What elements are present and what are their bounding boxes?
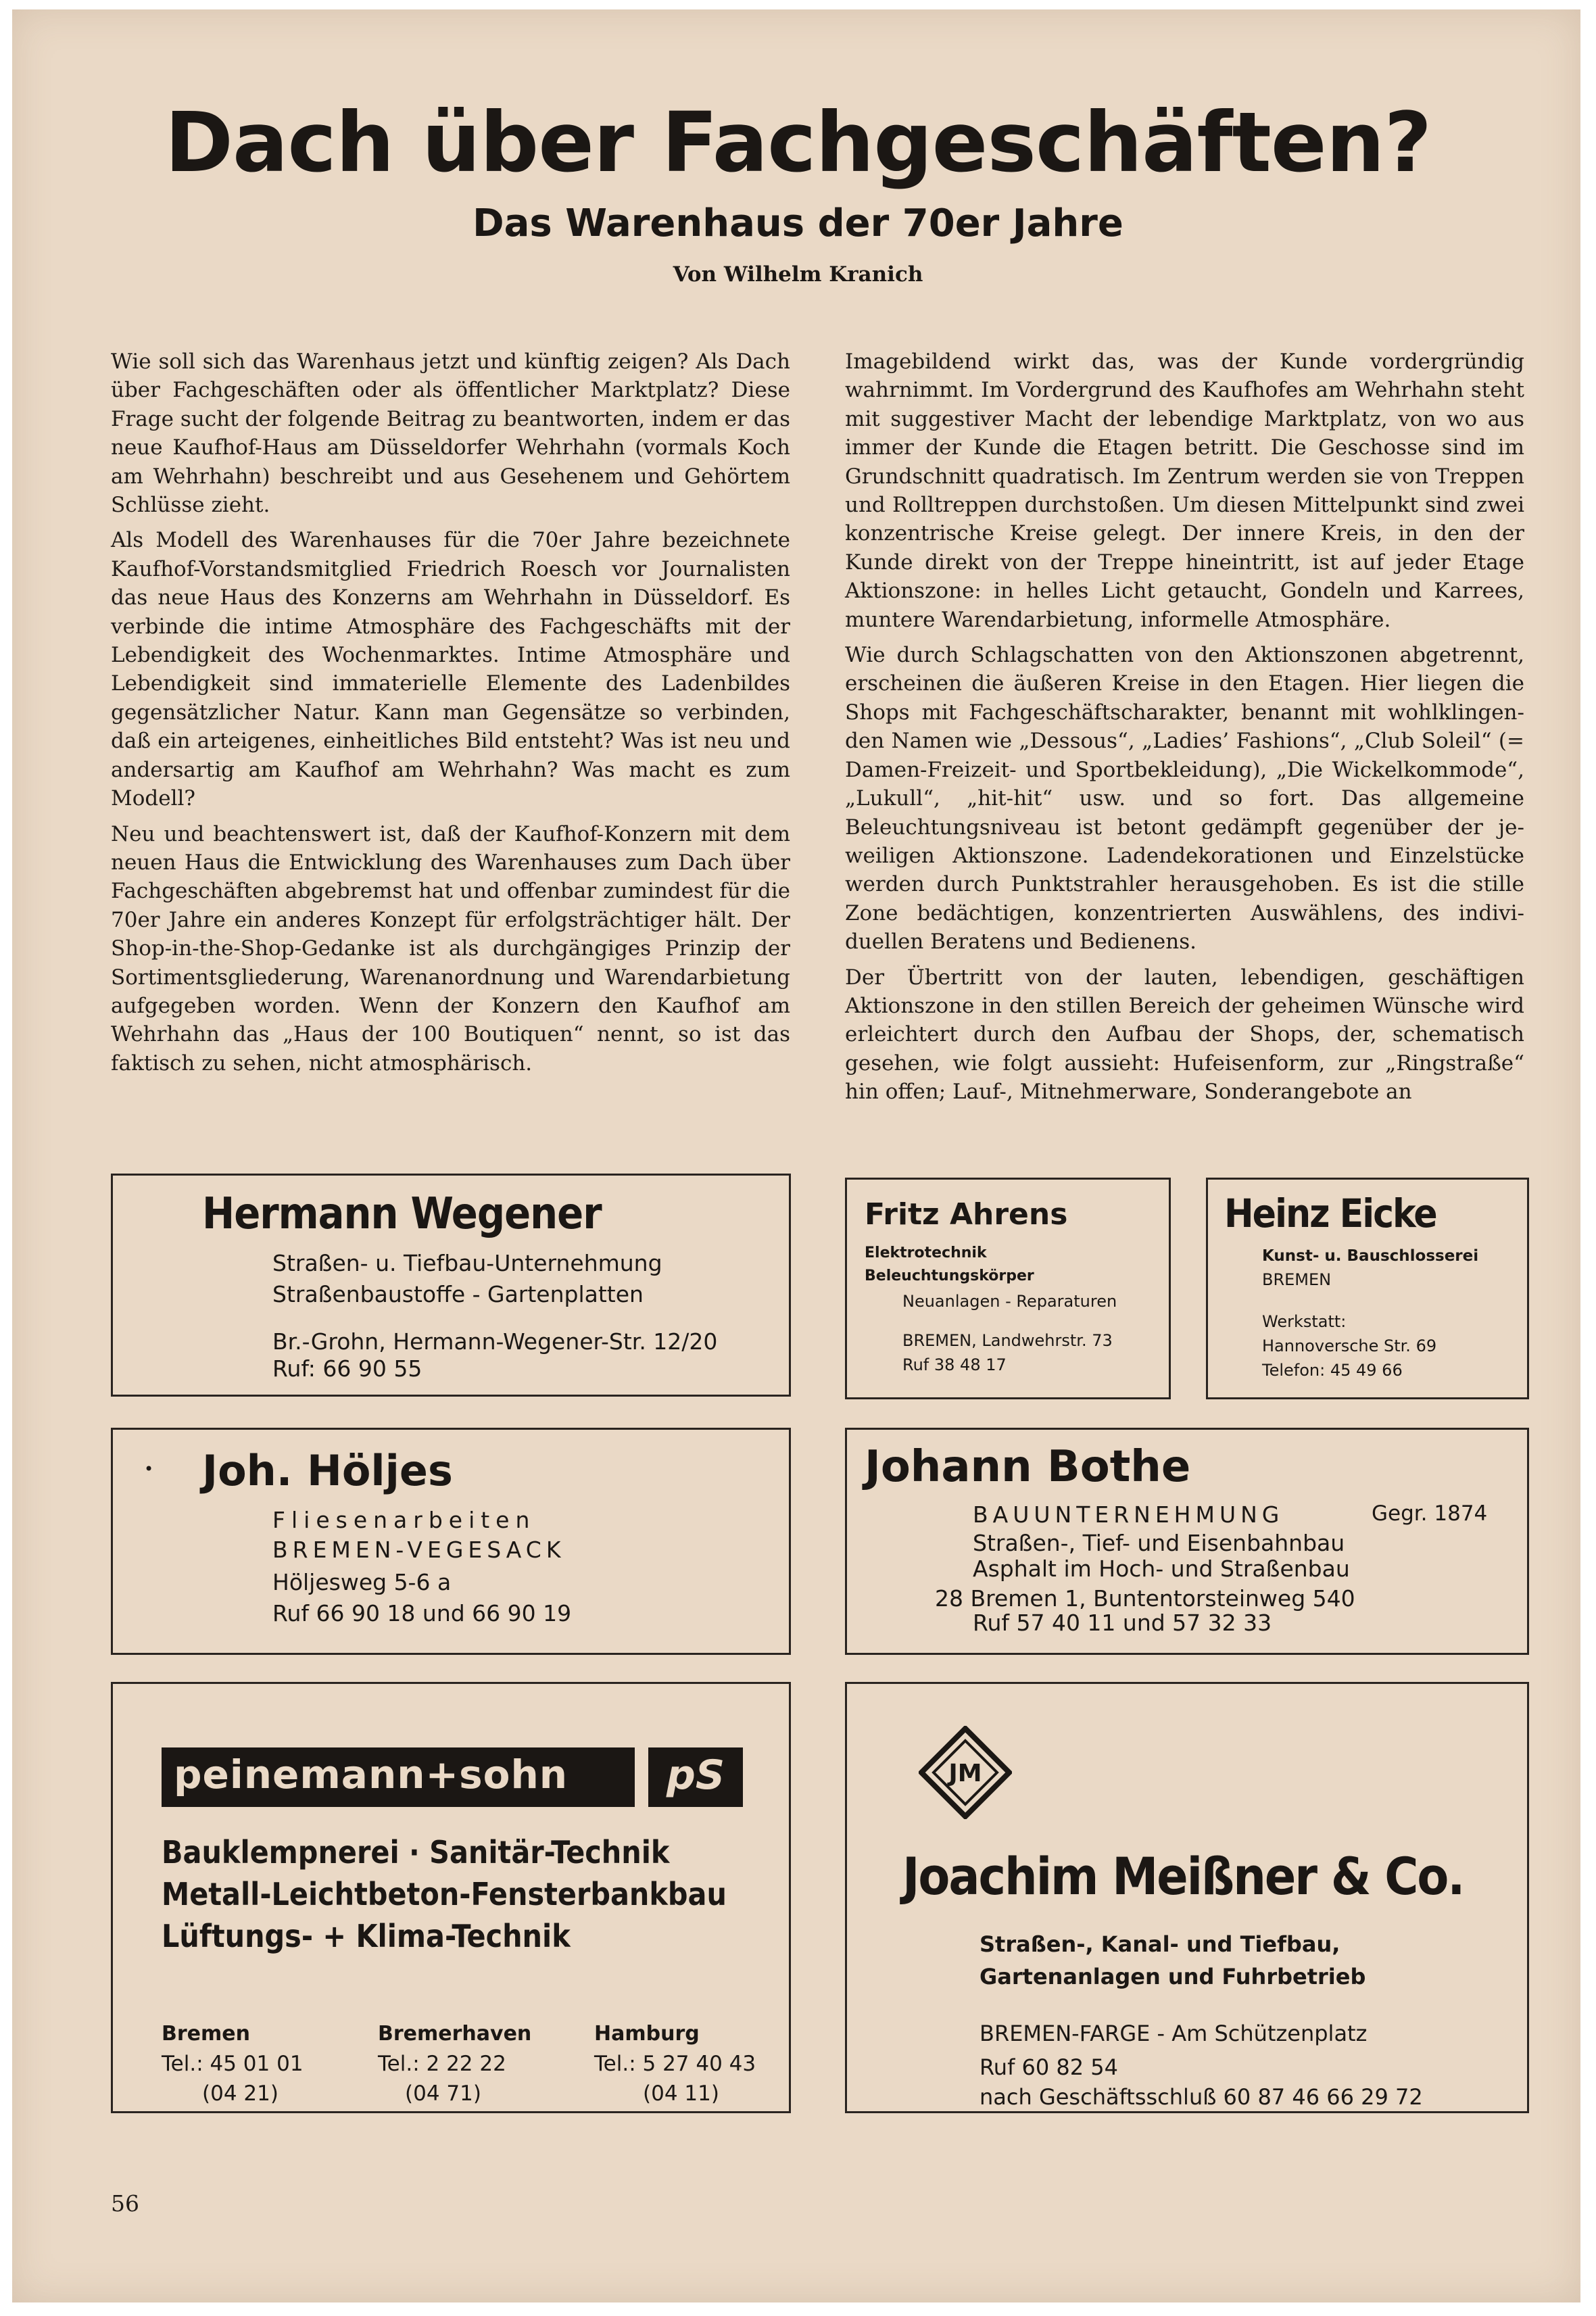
ad-text: Metall-Leichtbeton-Fensterbankbau [162,1876,727,1912]
ad-phone: Ruf 57 40 11 und 57 32 33 [973,1610,1272,1636]
article-title: Dach über Fachgeschäften? [164,95,1432,191]
ad-text: Werkstatt: [1262,1312,1347,1331]
ad-text: Lüftungs- + Klima-Technik [162,1918,571,1954]
office-city: Bremen [162,2022,250,2046]
ad-hermann-wegener [111,1174,791,1397]
article-column-right [845,347,1524,1113]
bullet-dot: • [144,1459,154,1478]
paragraph: Wie durch Schlagschatten von den Aktionszonen abgetrennt, erscheinen die äußeren Kreise in den Etagen. Hier liegen die Shops mit Fachgeschäftscharakter, benannt mit wohlklingenden Namen wie „Dessous“, „Ladies’ Fashions“, „Club Soleil“ (= Damen-Freizeit- und Sportbekleidung), „Die Wickelkommode“, „Lukull“, „hit-hit“ usw. und so fort. Das allgemeine Beleuchtungsniveau ist betont gedämpft gegenüber der jeweiligen Aktionszone. Ladendekorationen und Einzelstücke werden durch Punktstrahler herausgehoben. Es ist die stille Zone bedächtigen, konzentrierten Auswählens, des individuellen Beratens und Bedienens. [845,643,1524,955]
ad-text: Straßen-, Kanal- und Tiefbau, [980,1931,1340,1957]
paragraph: Als Modell des Warenhauses für die 70er Jahre bezeichnete Kaufhof-Vorstandsmitglied Friedrich Roesch vor Journalisten das neue Haus des Konzerns am Wehrhahn in Düsseldorf. Es verbinde die intime Atmosphäre des Fachgeschäfts mit der Lebendigkeit des Wochenmarktes. Intime Atmosphäre und Lebendigkeit sind immaterielle Elemente des Ladenbildes gegensätzlicher Natur. Kann man Gegensätze so verbinden, daß ein arteigenes, einheitliches Bild entsteht? Was ist neu und andersartig am Kaufhof am Wehrhahn? Was macht es zum Modell? [111,528,790,811]
paragraph: Imagebildend wirkt das, was der Kunde vordergründig wahrnimmt. Im Vordergrund des Kaufhofes am Wehrhahn steht mit suggestiver Macht der lebendige Marktplatz, von wo aus immer der Kunde die Etagen betritt. Die Geschosse sind im Grundschnitt quadratisch. Im Zentrum werden sie von Treppen und Rolltreppen durchstoßen. Um diesen Mittelpunkt sind zwei konzentrische Kreise gelegt. Der innere Kreis, in den der Kunde direkt von der Treppe hineintritt, ist auf jeder Etage Aktionszone: in helles Licht getaucht, Gondeln und Karrees, muntere Warendarbietung, informelle Atmosphäre. [845,349,1524,632]
page-number: 56 [111,2190,139,2217]
ad-text: Straßen- u. Tiefbau-Unternehmung [272,1250,662,1276]
ad-heinz-eicke [1206,1178,1529,1399]
ad-text: BAUUNTERNEHMUNG [973,1501,1284,1528]
ad-phone: Ruf 38 48 17 [902,1355,1007,1374]
ad-text: Straßen-, Tief- und Eisenbahnbau [973,1530,1345,1556]
office-city: Bremerhaven [378,2022,532,2046]
office-area-code: (04 21) [202,2081,279,2106]
diamond-logo-icon [919,1726,1012,1819]
ad-phone-after-hours: nach Geschäftsschluß 60 87 46 66 29 72 [980,2084,1423,2110]
article-subtitle: Das Warenhaus der 70er Jahre [473,201,1123,245]
ad-text: Gartenanlagen und Fuhrbetrieb [980,1964,1366,1989]
ad-peinemann-sohn [111,1682,791,2113]
ad-company-name: Johann Bothe [865,1442,1191,1492]
ad-address: Br.-Grohn, Hermann-Wegener-Str. 12/20 [272,1328,718,1355]
ad-text: Fliesenarbeiten [272,1507,536,1533]
ad-fritz-ahrens [845,1178,1171,1399]
ad-address: BREMEN-FARGE - Am Schützenplatz [980,2021,1368,2046]
ad-company-name: Fritz Ahrens [865,1197,1068,1232]
ad-text: BREMEN [1262,1270,1332,1289]
office-area-code: (04 11) [643,2081,719,2106]
ad-text: Bauklempnerei · Sanitär-Technik [162,1834,670,1871]
ad-phone: Telefon: 45 49 66 [1262,1361,1403,1380]
ad-joh-hoeljes [111,1428,791,1655]
diamond-logo-letters: JM [948,1760,982,1787]
office-city: Hamburg [594,2022,700,2046]
ad-address: Höljesweg 5-6 a [272,1569,452,1595]
ad-address: BREMEN, Landwehrstr. 73 [902,1331,1113,1350]
paragraph: Wie soll sich das Warenhaus jetzt und künftig zeigen? Als Dach über Fachgeschäften oder als öffentlicher Marktplatz? Diese Frage sucht der folgende Beitrag zu beantworten, indem er das neue Kaufhof-Haus am Düsseldorfer Wehrhahn (vormals Koch am Wehrhahn) beschreibt und aus Gesehenem und Gehörtem Schlüsse zieht. [111,349,790,518]
ad-text: BREMEN-VEGESACK [272,1537,566,1563]
office-phone: Tel.: 5 27 40 43 [594,2052,756,2076]
article-byline: Von Wilhelm Kranich [673,262,923,287]
office-area-code: (04 71) [405,2081,481,2106]
company-logo-badge [648,1747,743,1807]
ad-text: Beleuchtungskörper [865,1268,1034,1284]
ad-company-name: Heinz Eicke [1224,1190,1436,1236]
ad-founded: Gegr. 1874 [1372,1501,1488,1526]
ad-address: Hannoversche Str. 69 [1262,1336,1437,1355]
ad-text: Kunst- u. Bauschlosserei [1262,1247,1479,1265]
company-logo-bar [162,1747,635,1807]
logo-badge-text: pS [666,1752,725,1799]
paragraph: Der Übertritt von der lauten, lebendigen, geschäftigen Aktionszone in den stillen Bereich der geheimen Wünsche wird erleichtert durch den Aufbau der Shops, der, schematisch gesehen, wie folgt aussieht: Hufeisenform, zur „Ringstraße“ hin offen; Lauf-, Mitnehmerware, Sonderangebote an [845,965,1524,1105]
ad-johann-bothe [845,1428,1529,1655]
ad-address: 28 Bremen 1, Buntentorsteinweg 540 [935,1585,1355,1612]
ad-company-name: Joh. Höljes [202,1446,453,1495]
ad-joachim-meissner [845,1682,1529,2113]
ad-company-name: Hermann Wegener [202,1189,602,1239]
office-phone: Tel.: 45 01 01 [162,2052,304,2076]
ad-text: Asphalt im Hoch- und Straßenbau [973,1555,1350,1582]
ad-text: Neuanlagen - Reparaturen [902,1292,1117,1311]
ad-phone: Ruf 60 82 54 [980,2054,1119,2080]
office-phone: Tel.: 2 22 22 [378,2052,506,2076]
ad-company-name: Joachim Meißner & Co. [902,1846,1464,1906]
ad-text: Elektrotechnik [865,1245,987,1261]
ad-text: Straßenbaustoffe - Gartenplatten [272,1281,644,1307]
ad-phone: Ruf 66 90 18 und 66 90 19 [272,1600,572,1626]
article-column-left [111,347,790,1084]
ad-phone: Ruf: 66 90 55 [272,1355,422,1382]
logo-text: peinemann+sohn [174,1752,569,1798]
paragraph: Neu und beachtenswert ist, daß der Kaufhof-Konzern mit dem neuen Haus die Entwicklung des Warenhauses zum Dach über Fachgeschäften abgebremst hat und offenbar zumindest für die 70er Jahre ein anderes Konzept für erfolgsträchtiger hält. Der Shop-in-the-Shop-Gedanke ist als durchgängiges Prinzip der Sortimentsgliederung, Warenanordnung und Warendarbietung aufgegeben worden. Wenn der Konzern den Kaufhof am Wehrhahn das „Haus der 100 Boutiquen“ nennt, so ist das faktisch zu sehen, nicht atmosphärisch. [111,821,790,1076]
